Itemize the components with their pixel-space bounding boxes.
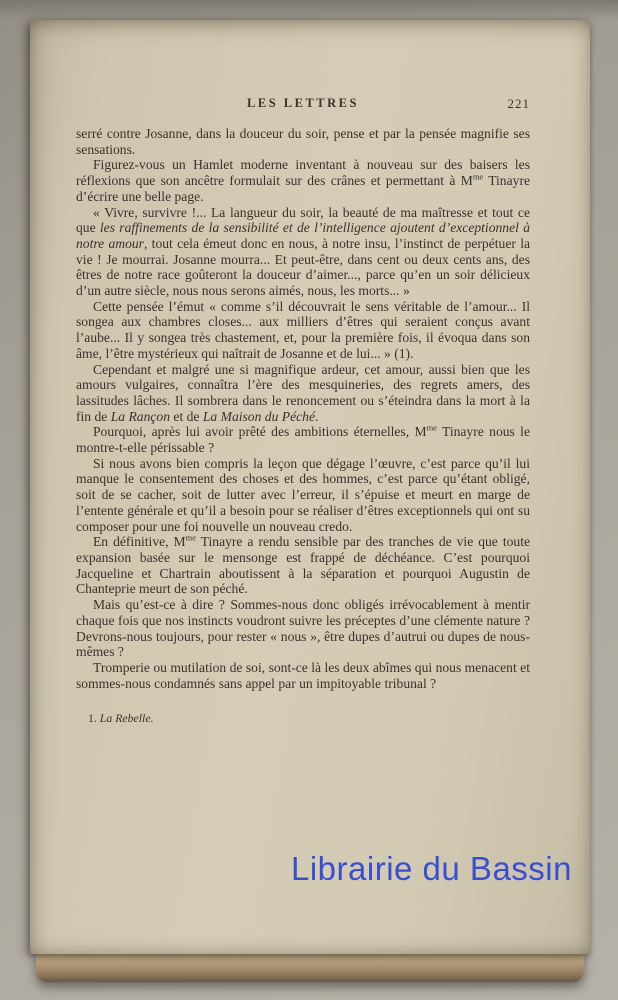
page-content bbox=[76, 96, 530, 726]
text-run: Tinayre nous le montre-t-elle périssable ? bbox=[76, 424, 530, 456]
text-run: . bbox=[315, 408, 319, 424]
text-run: « Vivre, survivre !... La langueur du soir, la beauté de ma maîtresse et tout ce que bbox=[76, 204, 530, 236]
watermark: Librairie du Bassin bbox=[291, 850, 572, 887]
text-run: Pourquoi, après lui avoir prêté des ambitions éternelles, M bbox=[93, 424, 427, 440]
italic-run: La Rebelle. bbox=[99, 711, 154, 726]
book-page bbox=[30, 20, 590, 954]
italic-run: La Rançon bbox=[110, 408, 171, 424]
footnote bbox=[76, 711, 530, 726]
body-text bbox=[76, 126, 530, 691]
paragraph bbox=[76, 362, 530, 425]
superscript-abbr: me bbox=[472, 171, 484, 182]
text-run: Tromperie ou mutilation de soi, sont-ce là les deux abîmes qui nous menacent et sommes-nous condamnés sans appel par un impitoyable tribunal ? bbox=[76, 659, 530, 691]
text-run: Cependant et malgré une si magnifique ardeur, cet amour, aussi bien que les amours vulgaires, connaîtra l’ère des mesquineries, des regrets amers, des lassitudes lâches. Il sombrera dans le renoncement ou s’éteindra dans la mort à la fin de bbox=[76, 361, 530, 424]
text-run: et de bbox=[170, 408, 203, 424]
text-run: En définitive, M bbox=[93, 534, 186, 550]
paragraph bbox=[76, 597, 530, 660]
text-run: Mais qu’est-ce à dire ? Sommes-nous donc obligés irrévocablement à mentir chaque fois que nos instincts voudront suivre les préceptes d’une clémente nature ? Devrons-nous toujours, pour rester « nous », être dupes d’autrui ou dupes de nous-mêmes ? bbox=[76, 597, 530, 660]
text-run: serré contre Josanne, dans la douceur du soir, pense et par la pensée magnifie ses sensations. bbox=[76, 126, 530, 157]
text-run: Si nous avons bien compris la leçon que dégage l’œuvre, c’est parce qu’il lui manque le consentement des choses et des hommes, c’est parce qu’étant obligé, soit de se cacher, soit de lutter avec l’erreur, il s’épuise et meurt en marge de l’entente générale et qu’il a besoin pour se réaliser d’êtres exceptionnels qui ont su composer pour une foi nouvelle un nouveau credo. bbox=[76, 455, 530, 534]
text-run: , tout cela émeut donc en nous, à notre insu, l’instinct de perpétuer la vie ! Je mourrai. Josanne mourra... Et peut-être, dans cent ou deux cents ans, des êtres de notre race goûteront la douceur d’aimer..., parce qu’en un soir délicieux d’un autre siècle, nous nous serons aimés, nous, les morts... » bbox=[76, 235, 530, 299]
paragraph bbox=[76, 660, 530, 691]
text-run: 1. bbox=[88, 711, 100, 726]
text-run: Figurez-vous un Hamlet moderne inventant à nouveau sur des baisers les réflexions que son ancêtre formulait sur des crânes et permettant à M bbox=[76, 157, 530, 189]
paragraph bbox=[76, 424, 530, 455]
paragraph bbox=[76, 534, 530, 597]
paragraph bbox=[76, 157, 530, 204]
text-run: Tinayre d’écrire une belle page. bbox=[76, 173, 530, 204]
paragraph bbox=[76, 126, 530, 157]
paragraph bbox=[76, 299, 530, 362]
page-number: 221 bbox=[507, 96, 530, 111]
italic-run: les raffinements de la sensibilité et de l’intelligence ajoutent d’exceptionnel à notre amour bbox=[76, 220, 530, 251]
paragraph bbox=[76, 205, 530, 299]
superscript-abbr: me bbox=[426, 422, 437, 433]
header-title: LES LETTRES bbox=[247, 96, 359, 110]
paragraph bbox=[76, 456, 530, 535]
running-header bbox=[76, 96, 530, 118]
italic-run: La Maison du Péché bbox=[202, 408, 315, 424]
superscript-abbr: me bbox=[185, 532, 196, 543]
text-run: Tinayre a rendu sensible par des tranches de vie que toute expansion basée sur le mensonge est frappé de déchéance. C’est pourquoi Jacqueline et Chartrain aboutissent à la séparation et pourquoi Augustin de Chanteprie meurt de son péché. bbox=[76, 534, 531, 597]
text-run: Cette pensée l’émut « comme s’il découvrait le sens véritable de l’amour... Il songea aux chambres closes... aux milliers d’êtres qui seraient conçus avant l’aube... Il y songea très chastement, et, pour la première fois, il évoqua dans son âme, l’être mystérieux qui naîtrait de Josanne et de lui... » (1). bbox=[76, 298, 530, 361]
